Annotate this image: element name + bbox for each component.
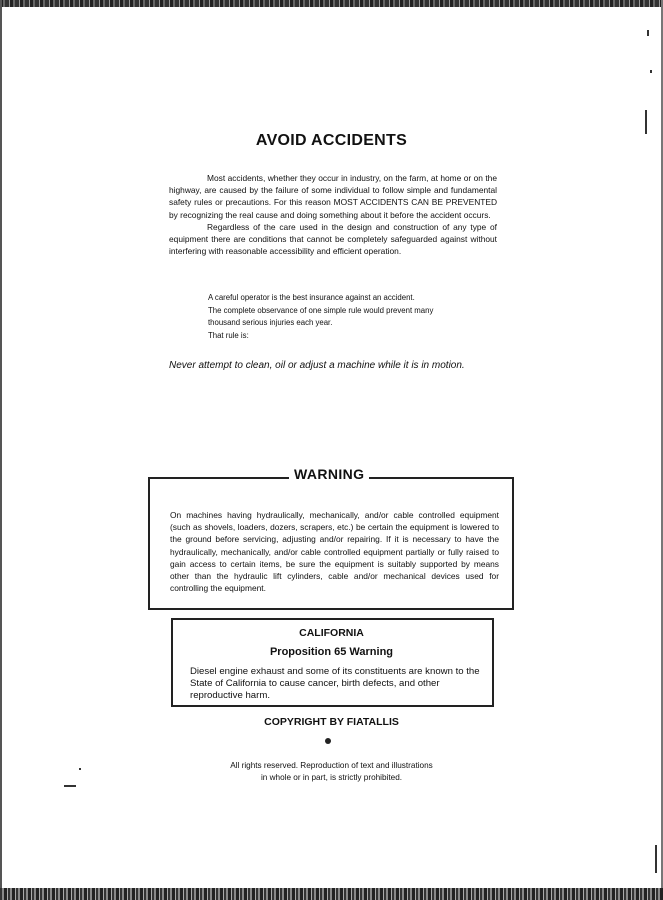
warning-text: On machines having hydraulically, mechanically, and/or cable controlled equipment (such as shovels, loaders, dozers, scrapers, etc.) be certain the equipment is lowered to the ground before servicing, adjusting and/or repairing. If it is necessary to have the hydraulically, mechanically, and/or cable controlled equipment partially or fully raised to gain access to certain items, be sure the equipment is suitably supported by means other than the hydraulic lift cylinders, cable and/or mechanical devices used for controlling the equipment. <box>170 510 499 594</box>
quote-line-2: The complete observance of one simple rule would prevent many <box>208 305 434 315</box>
proposition-65-title: Proposition 65 Warning <box>269 646 394 658</box>
warning-title: WARNING <box>289 466 369 482</box>
page-title: AVOID ACCIDENTS <box>255 132 408 149</box>
rights-line-2: in whole or in part, is strictly prohibited. <box>260 772 403 782</box>
bullet-dot <box>325 738 331 744</box>
scan-speck <box>645 110 647 134</box>
safety-rule: Never attempt to clean, oil or adjust a machine while it is in motion. <box>169 360 465 371</box>
intro-paragraph-1: Most accidents, whether they occur in industry, on the farm, at home or on the highway, are caused by the failure of some individual to follow simple and fundamental safety rules or precautions. For this reason MOST ACCIDENTS CAN BE PREVENTED by recognizing the real cause and doing something about it before the accident occurs. <box>169 173 497 220</box>
quote-line-1: A careful operator is the best insurance against an accident. <box>208 293 415 302</box>
intro-paragraph-2: Regardless of the care used in the design and construction of any type of equipment there are conditions that cannot be completely safeguarded against without interfering with reasonable accessibility and efficient operation. <box>169 221 497 257</box>
copyright-heading: COPYRIGHT BY FIATALLIS <box>264 716 399 728</box>
rights-line-1: All rights reserved. Reproduction of text and illustrations <box>230 761 433 770</box>
scan-border-bottom <box>0 888 663 900</box>
scan-border-top <box>0 0 663 7</box>
safety-quote <box>208 292 448 342</box>
scan-speck <box>64 785 76 787</box>
intro-section <box>169 172 497 257</box>
california-text: Diesel engine exhaust and some of its constituents are known to the State of California to cause cancer, birth defects, and other reproductive harm. <box>190 666 480 702</box>
california-title: CALIFORNIA <box>299 627 364 639</box>
scan-speck <box>647 30 649 36</box>
rights-notice <box>0 760 663 783</box>
scan-speck <box>650 70 652 73</box>
quote-line-3: thousand serious injuries each year. <box>208 318 333 328</box>
scan-speck <box>655 845 657 873</box>
quote-line-4: That rule is: <box>208 330 249 340</box>
